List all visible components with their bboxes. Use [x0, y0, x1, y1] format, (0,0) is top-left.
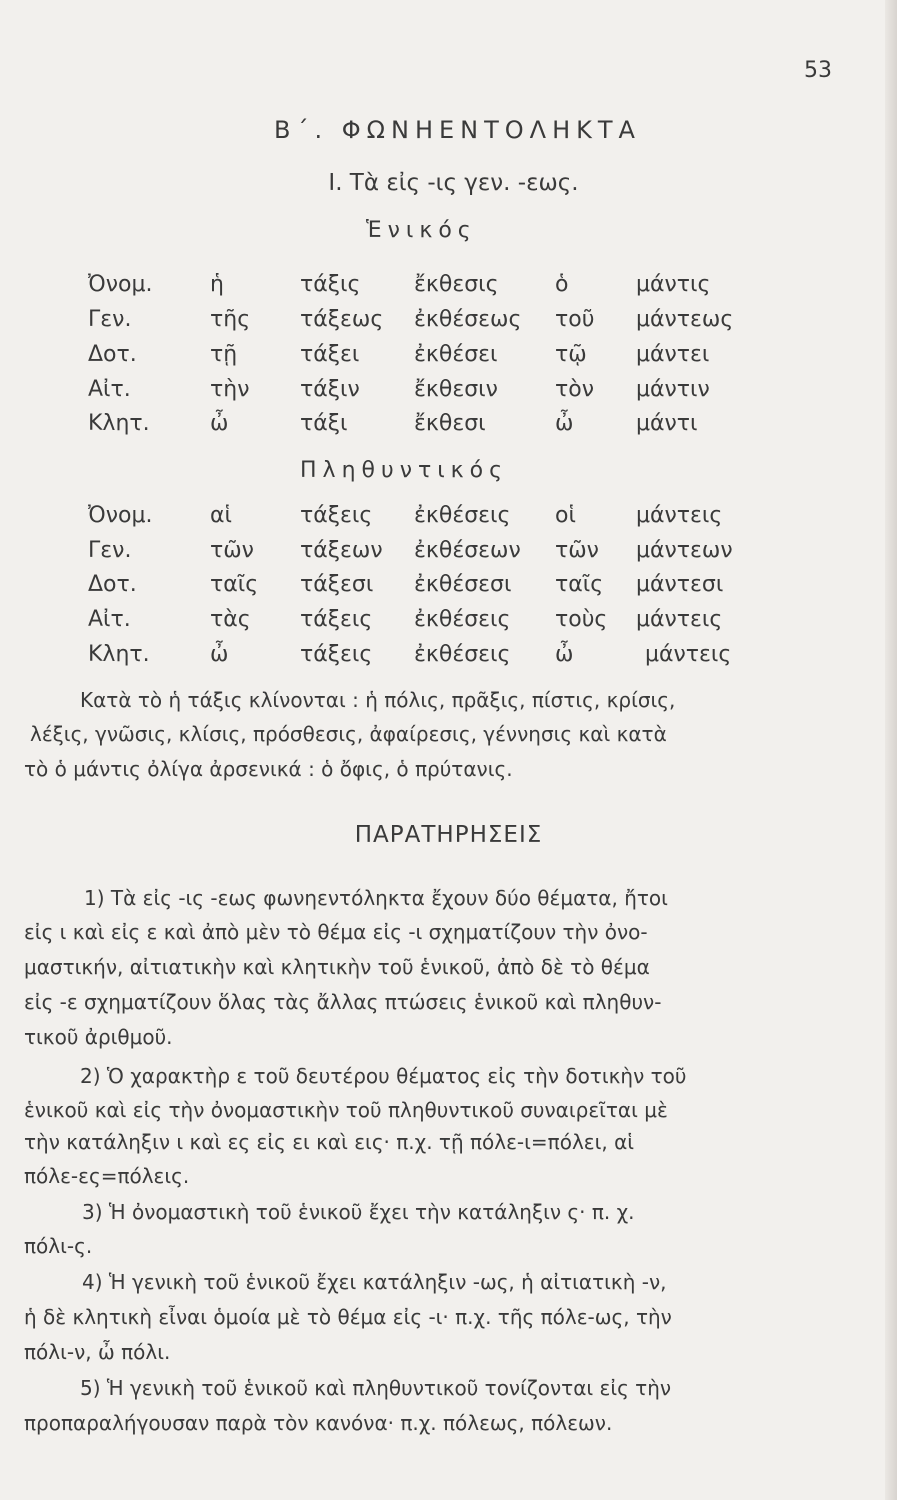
article-masculine: τῶν — [555, 538, 599, 563]
case-label: Κλητ. — [88, 411, 150, 436]
noun-mantis: μάντει — [636, 342, 710, 367]
singular-row-accusative — [0, 377, 897, 411]
noun-ekthesis: ἔκθεσιν — [414, 377, 498, 402]
noun-mantis: μάντεων — [636, 538, 733, 563]
article-feminine: τῆς — [210, 307, 251, 332]
noun-taxis: τάξεων — [300, 538, 383, 563]
note-line: μαστικήν, αἰτιατικὴν καὶ κλητικὴν τοῦ ἑνικοῦ, ἀπὸ δὲ τὸ θέμα — [24, 955, 650, 979]
case-label: Δοτ. — [88, 342, 137, 367]
note-line: ἡ δὲ κλητικὴ εἶναι ὁμοία μὲ τὸ θέμα εἰς -ι· π.χ. τῆς πόλε-ως, τὴν — [24, 1305, 672, 1329]
article-masculine: ὦ — [555, 411, 574, 436]
article-feminine: τὴν — [210, 377, 250, 402]
noun-taxis: τάξις — [300, 272, 361, 297]
noun-ekthesis: ἐκθέσεων — [414, 538, 521, 563]
noun-ekthesis: ἔκθεσις — [414, 272, 499, 297]
article-masculine: ὁ — [555, 272, 569, 297]
article-feminine: τῇ — [210, 342, 238, 367]
noun-taxis: τάξι — [300, 411, 348, 436]
article-masculine: τῷ — [555, 342, 587, 367]
noun-ekthesis: ἐκθέσεις — [414, 607, 511, 632]
note-line: πόλι-ν, ὦ πόλι. — [24, 1340, 171, 1364]
note-line: εἰς -ε σχηματίζουν ὅλας τὰς ἄλλας πτώσεις ἑνικοῦ καὶ πληθυν- — [24, 990, 662, 1014]
article-masculine: τοὺς — [555, 607, 608, 632]
noun-taxis: τάξεις — [300, 642, 373, 667]
case-label: Ὀνομ. — [88, 503, 153, 528]
article-feminine: τῶν — [210, 538, 254, 563]
noun-ekthesis: ἐκθέσει — [414, 342, 498, 367]
plural-row-genitive — [0, 538, 897, 572]
article-masculine: τὸν — [555, 377, 594, 402]
noun-mantis: μάντεσι — [636, 572, 724, 597]
subsection-title: Ι. Τὰ εἰς -ις γεν. -εως. — [328, 170, 579, 196]
noun-ekthesis: ἔκθεσι — [414, 411, 486, 436]
note-line: 1) Τὰ εἰς -ις -εως φωνηεντόληκτα ἔχουν δύο θέματα, ἤτοι — [84, 886, 668, 910]
noun-mantis: μάντιν — [636, 377, 710, 402]
article-masculine: οἱ — [555, 503, 576, 528]
plural-row-dative — [0, 572, 897, 606]
case-label: Δοτ. — [88, 572, 137, 597]
noun-ekthesis: ἐκθέσεις — [414, 642, 511, 667]
article-feminine: ταῖς — [210, 572, 259, 597]
note-line: πόλι-ς. — [24, 1234, 93, 1258]
note-line: τὴν κατάληξιν ι καὶ ες εἰς ει καὶ εις· π.χ. τῇ πόλε-ι=πόλει, αἱ — [24, 1130, 635, 1154]
case-label: Γεν. — [88, 307, 132, 332]
noun-taxis: τάξεως — [300, 307, 384, 332]
singular-row-dative — [0, 342, 897, 376]
note-line: προπαραλήγουσαν παρὰ τὸν κανόνα· π.χ. πόλεως, πόλεων. — [24, 1411, 613, 1435]
noun-ekthesis: ἐκθέσεις — [414, 503, 511, 528]
article-masculine: ὦ — [555, 642, 574, 667]
singular-row-vocative — [0, 411, 897, 445]
singular-heading: Ἑνικός — [366, 218, 477, 243]
noun-taxis: τάξει — [300, 342, 360, 367]
article-feminine: τὰς — [210, 607, 251, 632]
noun-taxis: τάξεις — [300, 503, 373, 528]
plural-heading: Πληθυντικός — [300, 458, 509, 483]
article-feminine: ὦ — [210, 411, 229, 436]
article-feminine: ἡ — [210, 272, 224, 297]
note-line: τικοῦ ἀριθμοῦ. — [24, 1025, 173, 1049]
article-feminine: ὦ — [210, 642, 229, 667]
noun-ekthesis: ἐκθέσεως — [414, 307, 522, 332]
noun-mantis: μάντι — [636, 411, 698, 436]
notes-heading: ΠΑΡΑΤΗΡΗΣΕΙΣ — [354, 822, 543, 848]
noun-mantis: μάντις — [636, 272, 711, 297]
noun-taxis: τάξεις — [300, 607, 373, 632]
declension-note-line: τὸ ὁ μάντις ὀλίγα ἀρσενικά : ὁ ὄφις, ὁ πρύτανις. — [24, 757, 513, 781]
case-label: Ὀνομ. — [88, 272, 153, 297]
note-line: 2) Ὁ χαρακτὴρ ε τοῦ δευτέρου θέματος εἰς τὴν δοτικὴν τοῦ — [80, 1064, 687, 1088]
section-title: Β΄. ΦΩΝΗΕΝΤΟΛΗΚΤΑ — [274, 116, 641, 144]
case-label: Γεν. — [88, 538, 132, 563]
noun-mantis: μάντεως — [636, 307, 734, 332]
note-line: εἰς ι καὶ εἰς ε καὶ ἀπὸ μὲν τὸ θέμα εἰς -ι σχηματίζουν τὴν ὀνο- — [24, 920, 648, 944]
declension-note-line: λέξις, γνῶσις, κλίσις, πρόσθεσις, ἀφαίρεσις, γέννησις καὶ κατὰ — [30, 722, 667, 746]
article-feminine: αἱ — [210, 503, 232, 528]
plural-row-vocative — [0, 642, 897, 676]
note-line: 5) Ἡ γενικὴ τοῦ ἑνικοῦ καὶ πληθυντικοῦ τονίζονται εἰς τὴν — [80, 1376, 672, 1400]
plural-row-nominative — [0, 503, 897, 537]
singular-row-genitive — [0, 307, 897, 341]
case-label: Αἰτ. — [88, 377, 131, 402]
noun-mantis: μάντεις — [636, 607, 723, 632]
note-line: ἑνικοῦ καὶ εἰς τὴν ὀνομαστικὴν τοῦ πληθυντικοῦ συναιρεῖται μὲ — [24, 1098, 668, 1122]
page-number: 53 — [804, 58, 832, 83]
noun-mantis: μάντεις — [645, 642, 732, 667]
singular-row-nominative — [0, 272, 897, 306]
noun-taxis: τάξεσι — [300, 572, 374, 597]
noun-ekthesis: ἐκθέσεσι — [414, 572, 512, 597]
article-masculine: τοῦ — [555, 307, 595, 332]
note-line: 3) Ἡ ὀνομαστικὴ τοῦ ἑνικοῦ ἔχει τὴν κατάληξιν ς· π. χ. — [82, 1200, 635, 1224]
declension-note-line: Κατὰ τὸ ἡ τάξις κλίνονται : ἡ πόλις, πρᾶξις, πίστις, κρίσις, — [80, 688, 676, 712]
note-line: πόλε-ες=πόλεις. — [24, 1164, 190, 1188]
noun-mantis: μάντεις — [636, 503, 723, 528]
article-masculine: ταῖς — [555, 572, 604, 597]
case-label: Αἰτ. — [88, 607, 131, 632]
case-label: Κλητ. — [88, 642, 150, 667]
noun-taxis: τάξιν — [300, 377, 360, 402]
book-spine-shadow — [885, 0, 897, 1500]
plural-row-accusative — [0, 607, 897, 641]
note-line: 4) Ἡ γενικὴ τοῦ ἑνικοῦ ἔχει κατάληξιν -ως, ἡ αἰτιατικὴ -ν, — [82, 1270, 667, 1294]
